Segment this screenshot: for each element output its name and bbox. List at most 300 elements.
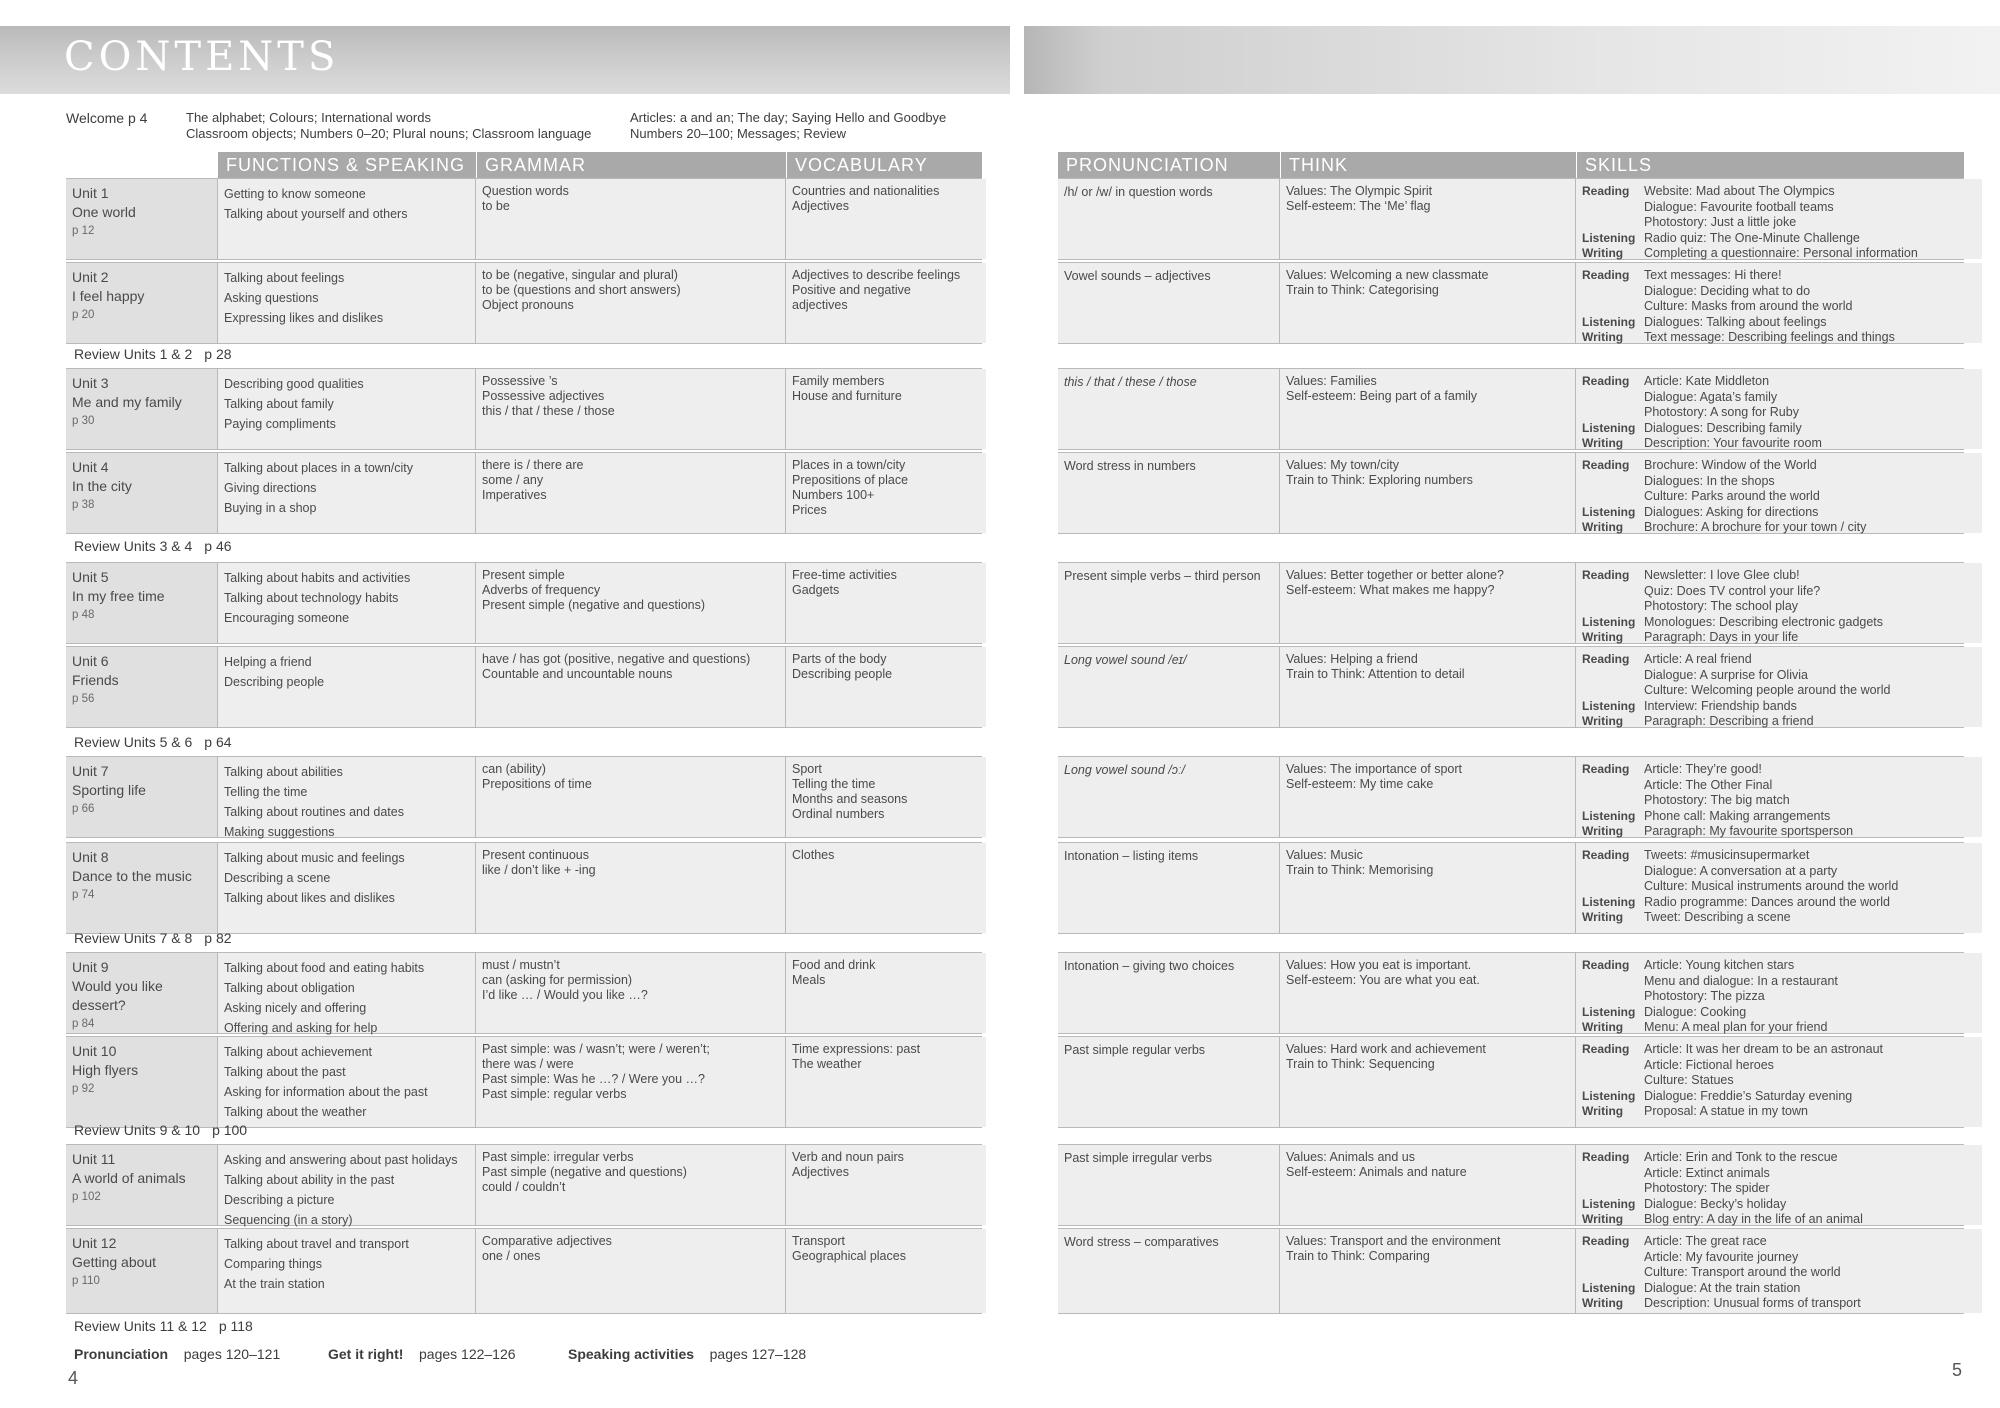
skill-type: Reading — [1582, 1042, 1630, 1056]
grammar-cell — [476, 369, 786, 449]
skill-line — [1582, 615, 1976, 631]
function-item: Describing a scene — [224, 871, 331, 885]
skill-text: Article: Young kitchen stars — [1644, 958, 1795, 972]
unit-row-right — [1058, 1036, 1964, 1128]
header-think: THINK — [1280, 152, 1576, 178]
skill-type: Reading — [1582, 568, 1630, 582]
grammar-item: must / mustn’t — [482, 958, 560, 972]
skill-text: Dialogue: A surprise for Olivia — [1644, 667, 1808, 682]
skill-line — [1582, 809, 1976, 825]
welcome-label: Welcome p 4 — [66, 110, 148, 126]
unit-cell — [66, 757, 218, 837]
function-item: Talking about the past — [224, 1065, 346, 1079]
unit-cell — [66, 369, 218, 449]
skill-line — [1582, 910, 1976, 926]
review-page: p 82 — [204, 930, 232, 946]
grammar-item: there was / were — [482, 1057, 574, 1071]
think-item: Values: Animals and us — [1286, 1150, 1416, 1164]
vocabulary-item: Ordinal numbers — [792, 807, 885, 821]
skill-line — [1582, 778, 1976, 794]
skill-line — [1582, 458, 1976, 474]
pronunciation-item: Past simple irregular verbs — [1064, 1151, 1212, 1165]
unit-cell — [66, 1145, 218, 1225]
skill-type — [1582, 215, 1644, 231]
skill-text: Culture: Masks from around the world — [1644, 299, 1853, 313]
skill-text: Dialogue: Agata’s family — [1644, 389, 1778, 404]
skill-line — [1582, 699, 1976, 715]
skill-line — [1582, 231, 1976, 247]
unit-row-right — [1058, 646, 1964, 728]
vocabulary-cell — [786, 263, 986, 343]
think-cell — [1280, 1037, 1576, 1127]
review-label: Review Units 1 & 2 — [74, 346, 193, 362]
skill-text: Article: My favourite journey — [1644, 1249, 1799, 1264]
unit-row-right — [1058, 756, 1964, 838]
think-item: Values: Helping a friend — [1286, 652, 1418, 666]
skill-type: Writing — [1582, 520, 1624, 534]
functions-cell — [218, 1037, 476, 1127]
unit-row-right — [1058, 842, 1964, 934]
vocabulary-cell — [786, 1037, 986, 1127]
skill-line — [1582, 599, 1976, 615]
skills-cell — [1576, 1037, 1982, 1127]
skill-text: Dialogue: Becky’s holiday — [1644, 1196, 1787, 1211]
skill-type: Listening — [1582, 1196, 1636, 1211]
grammar-item: Adverbs of frequency — [482, 583, 601, 597]
function-item: Talking about food and eating habits — [224, 961, 425, 975]
unit-row-left — [66, 756, 982, 838]
review-link — [74, 734, 232, 750]
function-item: Encouraging someone — [224, 611, 350, 625]
skill-text: Paragraph: Describing a friend — [1644, 714, 1814, 728]
unit-cell — [66, 179, 218, 259]
functions-cell — [218, 263, 476, 343]
vocabulary-item: Numbers 100+ — [792, 488, 875, 502]
grammar-item: Present simple — [482, 568, 565, 582]
unit-title: Sporting life — [72, 782, 146, 798]
skill-line — [1582, 584, 1976, 600]
pronunciation-cell — [1058, 1145, 1280, 1225]
grammar-cell — [476, 453, 786, 533]
skill-line — [1582, 793, 1976, 809]
skill-text: Dialogue: A conversation at a party — [1644, 863, 1838, 878]
skill-text: Photostory: The big match — [1644, 793, 1790, 807]
unit-row-right — [1058, 368, 1964, 450]
skill-line — [1582, 1250, 1976, 1266]
skill-line — [1582, 668, 1976, 684]
skill-line — [1582, 714, 1976, 730]
skills-cell — [1576, 563, 1982, 643]
skill-line — [1582, 1005, 1976, 1021]
page-title: CONTENTS — [64, 34, 340, 80]
skill-type — [1582, 390, 1644, 406]
vocabulary-item: Months and seasons — [792, 792, 908, 806]
welcome-col1 — [186, 110, 591, 142]
pronunciation-item: Word stress – comparatives — [1064, 1235, 1219, 1249]
skill-type — [1582, 683, 1644, 699]
skill-text: Website: Mad about The Olympics — [1644, 184, 1835, 198]
skill-line — [1582, 848, 1976, 864]
skills-cell — [1576, 1145, 1982, 1225]
vocabulary-cell — [786, 369, 986, 449]
skill-line — [1582, 200, 1976, 216]
unit-row-left — [66, 262, 982, 344]
unit-page: p 12 — [72, 225, 95, 237]
unit-row-left — [66, 178, 982, 260]
function-item: Making suggestions — [224, 825, 335, 839]
skill-text: Dialogue: Cooking — [1644, 1004, 1747, 1019]
think-item: Train to Think: Memorising — [1286, 863, 1434, 877]
function-item: Asking and answering about past holidays — [224, 1153, 458, 1167]
footer-speaking-label: Speaking activities — [568, 1346, 695, 1362]
skill-type: Writing — [1582, 630, 1624, 644]
think-item: Self-esteem: My time cake — [1286, 777, 1434, 791]
unit-row-left — [66, 562, 982, 644]
unit-cell — [66, 1229, 218, 1313]
unit-number: Unit 8 — [72, 849, 109, 865]
unit-title: Getting about — [72, 1254, 157, 1270]
function-item: Talking about ability in the past — [224, 1173, 395, 1187]
skill-line — [1582, 215, 1976, 231]
pronunciation-cell — [1058, 453, 1280, 533]
skill-text: Dialogue: At the train station — [1644, 1280, 1801, 1295]
grammar-cell — [476, 263, 786, 343]
skill-text: Interview: Friendship bands — [1644, 698, 1797, 713]
skill-type: Reading — [1582, 762, 1630, 776]
grammar-item: Question words — [482, 184, 569, 198]
skill-text: Culture: Musical instruments around the world — [1644, 879, 1899, 893]
grammar-cell — [476, 843, 786, 933]
pronunciation-cell — [1058, 757, 1280, 837]
footer-pronunciation — [74, 1346, 280, 1362]
skill-text: Article: It was her dream to be an astronaut — [1644, 1042, 1884, 1056]
function-item: Describing a picture — [224, 1193, 335, 1207]
skill-line — [1582, 958, 1976, 974]
function-item: Talking about places in a town/city — [224, 461, 413, 475]
grammar-item: like / don’t like + -ing — [482, 863, 596, 877]
skill-type: Reading — [1582, 268, 1630, 282]
skill-text: Brochure: A brochure for your town / city — [1644, 520, 1867, 534]
unit-row-left — [66, 368, 982, 450]
skill-line — [1582, 284, 1976, 300]
function-item: Talking about obligation — [224, 981, 355, 995]
header-vocabulary: VOCABULARY — [786, 152, 982, 178]
skill-text: Dialogues: Talking about feelings — [1644, 314, 1827, 329]
skill-type — [1582, 200, 1644, 216]
unit-page: p 110 — [72, 1275, 100, 1287]
unit-page: p 102 — [72, 1191, 101, 1203]
vocabulary-cell — [786, 757, 986, 837]
skill-line — [1582, 824, 1976, 840]
skill-type: Writing — [1582, 330, 1624, 344]
pronunciation-item: Intonation – listing items — [1064, 849, 1199, 863]
pronunciation-item: Past simple regular verbs — [1064, 1043, 1206, 1057]
unit-row-left — [66, 646, 982, 728]
skill-type: Listening — [1582, 808, 1636, 823]
skill-line — [1582, 1234, 1976, 1250]
vocabulary-item: Parts of the body — [792, 652, 887, 666]
think-item: Values: Better together or better alone? — [1286, 568, 1504, 582]
footer-speaking — [568, 1346, 806, 1362]
review-page: p 100 — [212, 1122, 248, 1138]
skill-line — [1582, 1058, 1976, 1074]
pronunciation-cell — [1058, 179, 1280, 259]
pronunciation-item: Present simple verbs – third person — [1064, 569, 1261, 583]
think-cell — [1280, 953, 1576, 1033]
skill-line — [1582, 652, 1976, 668]
function-item: Expressing likes and dislikes — [224, 311, 384, 325]
functions-cell — [218, 453, 476, 533]
grammar-item: Past simple (negative and questions) — [482, 1165, 687, 1179]
grammar-cell — [476, 757, 786, 837]
skills-cell — [1576, 647, 1982, 727]
footer-getit-label: Get it right! — [328, 1346, 404, 1362]
vocabulary-item: Free-time activities — [792, 568, 897, 582]
grammar-item: Possessive ’s — [482, 374, 558, 388]
skill-type: Writing — [1582, 1212, 1624, 1226]
skill-text: Article: Fictional heroes — [1644, 1057, 1774, 1072]
skill-line — [1582, 299, 1976, 315]
skill-text: Article: Erin and Tonk to the rescue — [1644, 1150, 1838, 1164]
think-item: Values: How you eat is important. — [1286, 958, 1472, 972]
grammar-item: could / couldn’t — [482, 1180, 566, 1194]
function-item: Talking about routines and dates — [224, 805, 404, 819]
vocabulary-item: Prepositions of place — [792, 473, 909, 487]
vocabulary-item: Places in a town/city — [792, 458, 906, 472]
grammar-item: Past simple: was / wasn’t; were / weren’t; — [482, 1042, 710, 1056]
think-cell — [1280, 757, 1576, 837]
skill-type — [1582, 1166, 1644, 1182]
skill-line — [1582, 1089, 1976, 1105]
think-cell — [1280, 369, 1576, 449]
think-item: Values: Families — [1286, 374, 1377, 388]
functions-cell — [218, 843, 476, 933]
function-item: Helping a friend — [224, 655, 312, 669]
vocabulary-item: Food and drink — [792, 958, 876, 972]
grammar-item: Past simple: Was he …? / Were you …? — [482, 1072, 705, 1086]
unit-page: p 84 — [72, 1018, 95, 1030]
pronunciation-cell — [1058, 1229, 1280, 1313]
unit-title: Would you like dessert? — [72, 978, 163, 1013]
vocabulary-item: Gadgets — [792, 583, 840, 597]
grammar-item: to be (questions and short answers) — [482, 283, 681, 297]
review-label: Review Units 5 & 6 — [74, 734, 193, 750]
skill-line — [1582, 1020, 1976, 1036]
grammar-item: I’d like … / Would you like …? — [482, 988, 648, 1002]
review-link — [74, 1122, 247, 1138]
skill-line — [1582, 974, 1976, 990]
review-label: Review Units 7 & 8 — [74, 930, 193, 946]
think-item: Train to Think: Sequencing — [1286, 1057, 1435, 1071]
unit-cell — [66, 563, 218, 643]
unit-page: p 56 — [72, 693, 95, 705]
footer-pronunciation-pages: pages 120–121 — [183, 1346, 281, 1362]
skill-type: Listening — [1582, 504, 1636, 519]
footer-getit-pages: pages 122–126 — [419, 1346, 516, 1362]
skill-line — [1582, 246, 1976, 262]
function-item: Talking about family — [224, 397, 334, 411]
grammar-cell — [476, 1229, 786, 1313]
function-item: Talking about achievement — [224, 1045, 373, 1059]
think-item: Values: Welcoming a new classmate — [1286, 268, 1489, 282]
think-item: Values: Hard work and achievement — [1286, 1042, 1486, 1056]
unit-title: I feel happy — [72, 288, 145, 304]
vocabulary-item: The weather — [792, 1057, 862, 1071]
think-item: Values: Transport and the environment — [1286, 1234, 1501, 1248]
welcome-line1: The alphabet; Colours; International words — [186, 110, 431, 125]
review-link — [74, 930, 232, 946]
skills-cell — [1576, 179, 1982, 259]
skill-line — [1582, 436, 1976, 452]
think-cell — [1280, 1229, 1576, 1313]
skill-text: Radio programme: Dances around the world — [1644, 894, 1890, 909]
vocabulary-cell — [786, 843, 986, 933]
skill-type: Listening — [1582, 314, 1636, 329]
skill-line — [1582, 390, 1976, 406]
grammar-item: to be (negative, singular and plural) — [482, 268, 678, 282]
vocabulary-item: Positive and negative — [792, 283, 911, 297]
skill-line — [1582, 505, 1976, 521]
vocabulary-item: Clothes — [792, 848, 835, 862]
skill-text: Article: A real friend — [1644, 652, 1752, 666]
skill-type — [1582, 1058, 1644, 1074]
skill-text: Photostory: The school play — [1644, 599, 1799, 613]
footer-getit — [328, 1346, 516, 1362]
grammar-item: have / has got (positive, negative and questions) — [482, 652, 751, 666]
skill-type: Writing — [1582, 1020, 1624, 1034]
function-item: Asking nicely and offering — [224, 1001, 367, 1015]
skill-type — [1582, 284, 1644, 300]
pronunciation-cell — [1058, 263, 1280, 343]
vocabulary-item: Verb and noun pairs — [792, 1150, 904, 1164]
footer-speaking-pages: pages 127–128 — [709, 1346, 807, 1362]
unit-row-left — [66, 452, 982, 534]
skill-text: Completing a questionnaire: Personal information — [1644, 246, 1918, 260]
unit-page: p 92 — [72, 1083, 95, 1095]
skill-type — [1582, 974, 1644, 990]
vocabulary-item: House and furniture — [792, 389, 902, 403]
skill-text: Photostory: The spider — [1644, 1181, 1770, 1195]
skill-line — [1582, 864, 1976, 880]
right-title-bar — [1024, 26, 2000, 94]
skills-cell — [1576, 843, 1982, 933]
review-page: p 28 — [204, 346, 232, 362]
function-item: Buying in a shop — [224, 501, 317, 515]
think-item: Self-esteem: You are what you eat. — [1286, 973, 1480, 987]
pronunciation-cell — [1058, 1037, 1280, 1127]
grammar-cell — [476, 563, 786, 643]
unit-number: Unit 1 — [72, 185, 109, 201]
skill-type: Listening — [1582, 420, 1636, 435]
function-item: Giving directions — [224, 481, 317, 495]
pronunciation-cell — [1058, 953, 1280, 1033]
vocabulary-item: Adjectives to describe feelings — [792, 268, 961, 282]
skill-type: Reading — [1582, 374, 1630, 388]
header-functions: FUNCTIONS & SPEAKING — [218, 152, 476, 178]
skill-type: Writing — [1582, 1104, 1624, 1118]
function-item: Offering and asking for help — [224, 1021, 378, 1035]
skill-line — [1582, 1197, 1976, 1213]
think-item: Train to Think: Attention to detail — [1286, 667, 1465, 681]
unit-number: Unit 12 — [72, 1235, 117, 1251]
skill-text: Paragraph: Days in your life — [1644, 630, 1799, 644]
grammar-item: Comparative adjectives — [482, 1234, 612, 1248]
grammar-item: Possessive adjectives — [482, 389, 605, 403]
unit-row-right — [1058, 1228, 1964, 1314]
function-item: Comparing things — [224, 1257, 322, 1271]
unit-row-left — [66, 1228, 982, 1314]
vocabulary-item: Time expressions: past — [792, 1042, 921, 1056]
think-item: Self-esteem: Being part of a family — [1286, 389, 1478, 403]
grammar-item: Past simple: irregular verbs — [482, 1150, 634, 1164]
skill-text: Dialogue: Favourite football teams — [1644, 199, 1834, 214]
skill-text: Text messages: Hi there! — [1644, 268, 1782, 282]
skill-type: Listening — [1582, 1280, 1636, 1295]
skill-type — [1582, 793, 1644, 809]
function-item: Describing good qualities — [224, 377, 364, 391]
pronunciation-cell — [1058, 369, 1280, 449]
think-cell — [1280, 453, 1576, 533]
review-page: p 118 — [218, 1318, 253, 1334]
grammar-item: Imperatives — [482, 488, 547, 502]
unit-number: Unit 4 — [72, 459, 109, 475]
welcome-line4: Numbers 20–100; Messages; Review — [630, 126, 847, 141]
unit-number: Unit 7 — [72, 763, 109, 779]
unit-cell — [66, 647, 218, 727]
skills-cell — [1576, 1229, 1982, 1313]
unit-cell — [66, 1037, 218, 1127]
skill-line — [1582, 374, 1976, 390]
skill-line — [1582, 1181, 1976, 1197]
think-item: Values: The importance of sport — [1286, 762, 1463, 776]
vocabulary-item: Adjectives — [792, 1165, 849, 1179]
think-item: Train to Think: Exploring numbers — [1286, 473, 1473, 487]
skill-line — [1582, 630, 1976, 646]
unit-row-left — [66, 952, 982, 1034]
think-item: Self-esteem: Animals and nature — [1286, 1165, 1467, 1179]
functions-cell — [218, 369, 476, 449]
skill-type — [1582, 489, 1644, 505]
pronunciation-item: /h/ or /w/ in question words — [1064, 185, 1213, 199]
skill-type: Reading — [1582, 1234, 1630, 1248]
skills-cell — [1576, 953, 1982, 1033]
function-item: Talking about yourself and others — [224, 207, 408, 221]
skill-text: Newsletter: I love Glee club! — [1644, 568, 1800, 582]
skill-text: Description: Your favourite room — [1644, 436, 1822, 450]
unit-cell — [66, 953, 218, 1033]
skill-type: Listening — [1582, 1004, 1636, 1019]
skill-text: Culture: Statues — [1644, 1073, 1734, 1087]
unit-number: Unit 11 — [72, 1151, 116, 1167]
pronunciation-item: Intonation – giving two choices — [1064, 959, 1235, 973]
grammar-item: can (ability) — [482, 762, 546, 776]
vocabulary-item: Transport — [792, 1234, 846, 1248]
unit-row-right — [1058, 262, 1964, 344]
function-item: Telling the time — [224, 785, 308, 799]
pronunciation-item: Long vowel sound /ɔː/ — [1064, 763, 1185, 777]
header-pronunciation: PRONUNCIATION — [1058, 152, 1280, 178]
function-item: Talking about travel and transport — [224, 1237, 409, 1251]
function-item: Sequencing (in a story) — [224, 1213, 353, 1227]
vocabulary-cell — [786, 453, 986, 533]
skill-type: Reading — [1582, 848, 1630, 862]
vocabulary-item: Describing people — [792, 667, 893, 681]
grammar-item: there is / there are — [482, 458, 584, 472]
functions-cell — [218, 1229, 476, 1313]
skill-text: Proposal: A statue in my town — [1644, 1104, 1808, 1118]
skill-type — [1582, 474, 1644, 490]
skill-line — [1582, 762, 1976, 778]
